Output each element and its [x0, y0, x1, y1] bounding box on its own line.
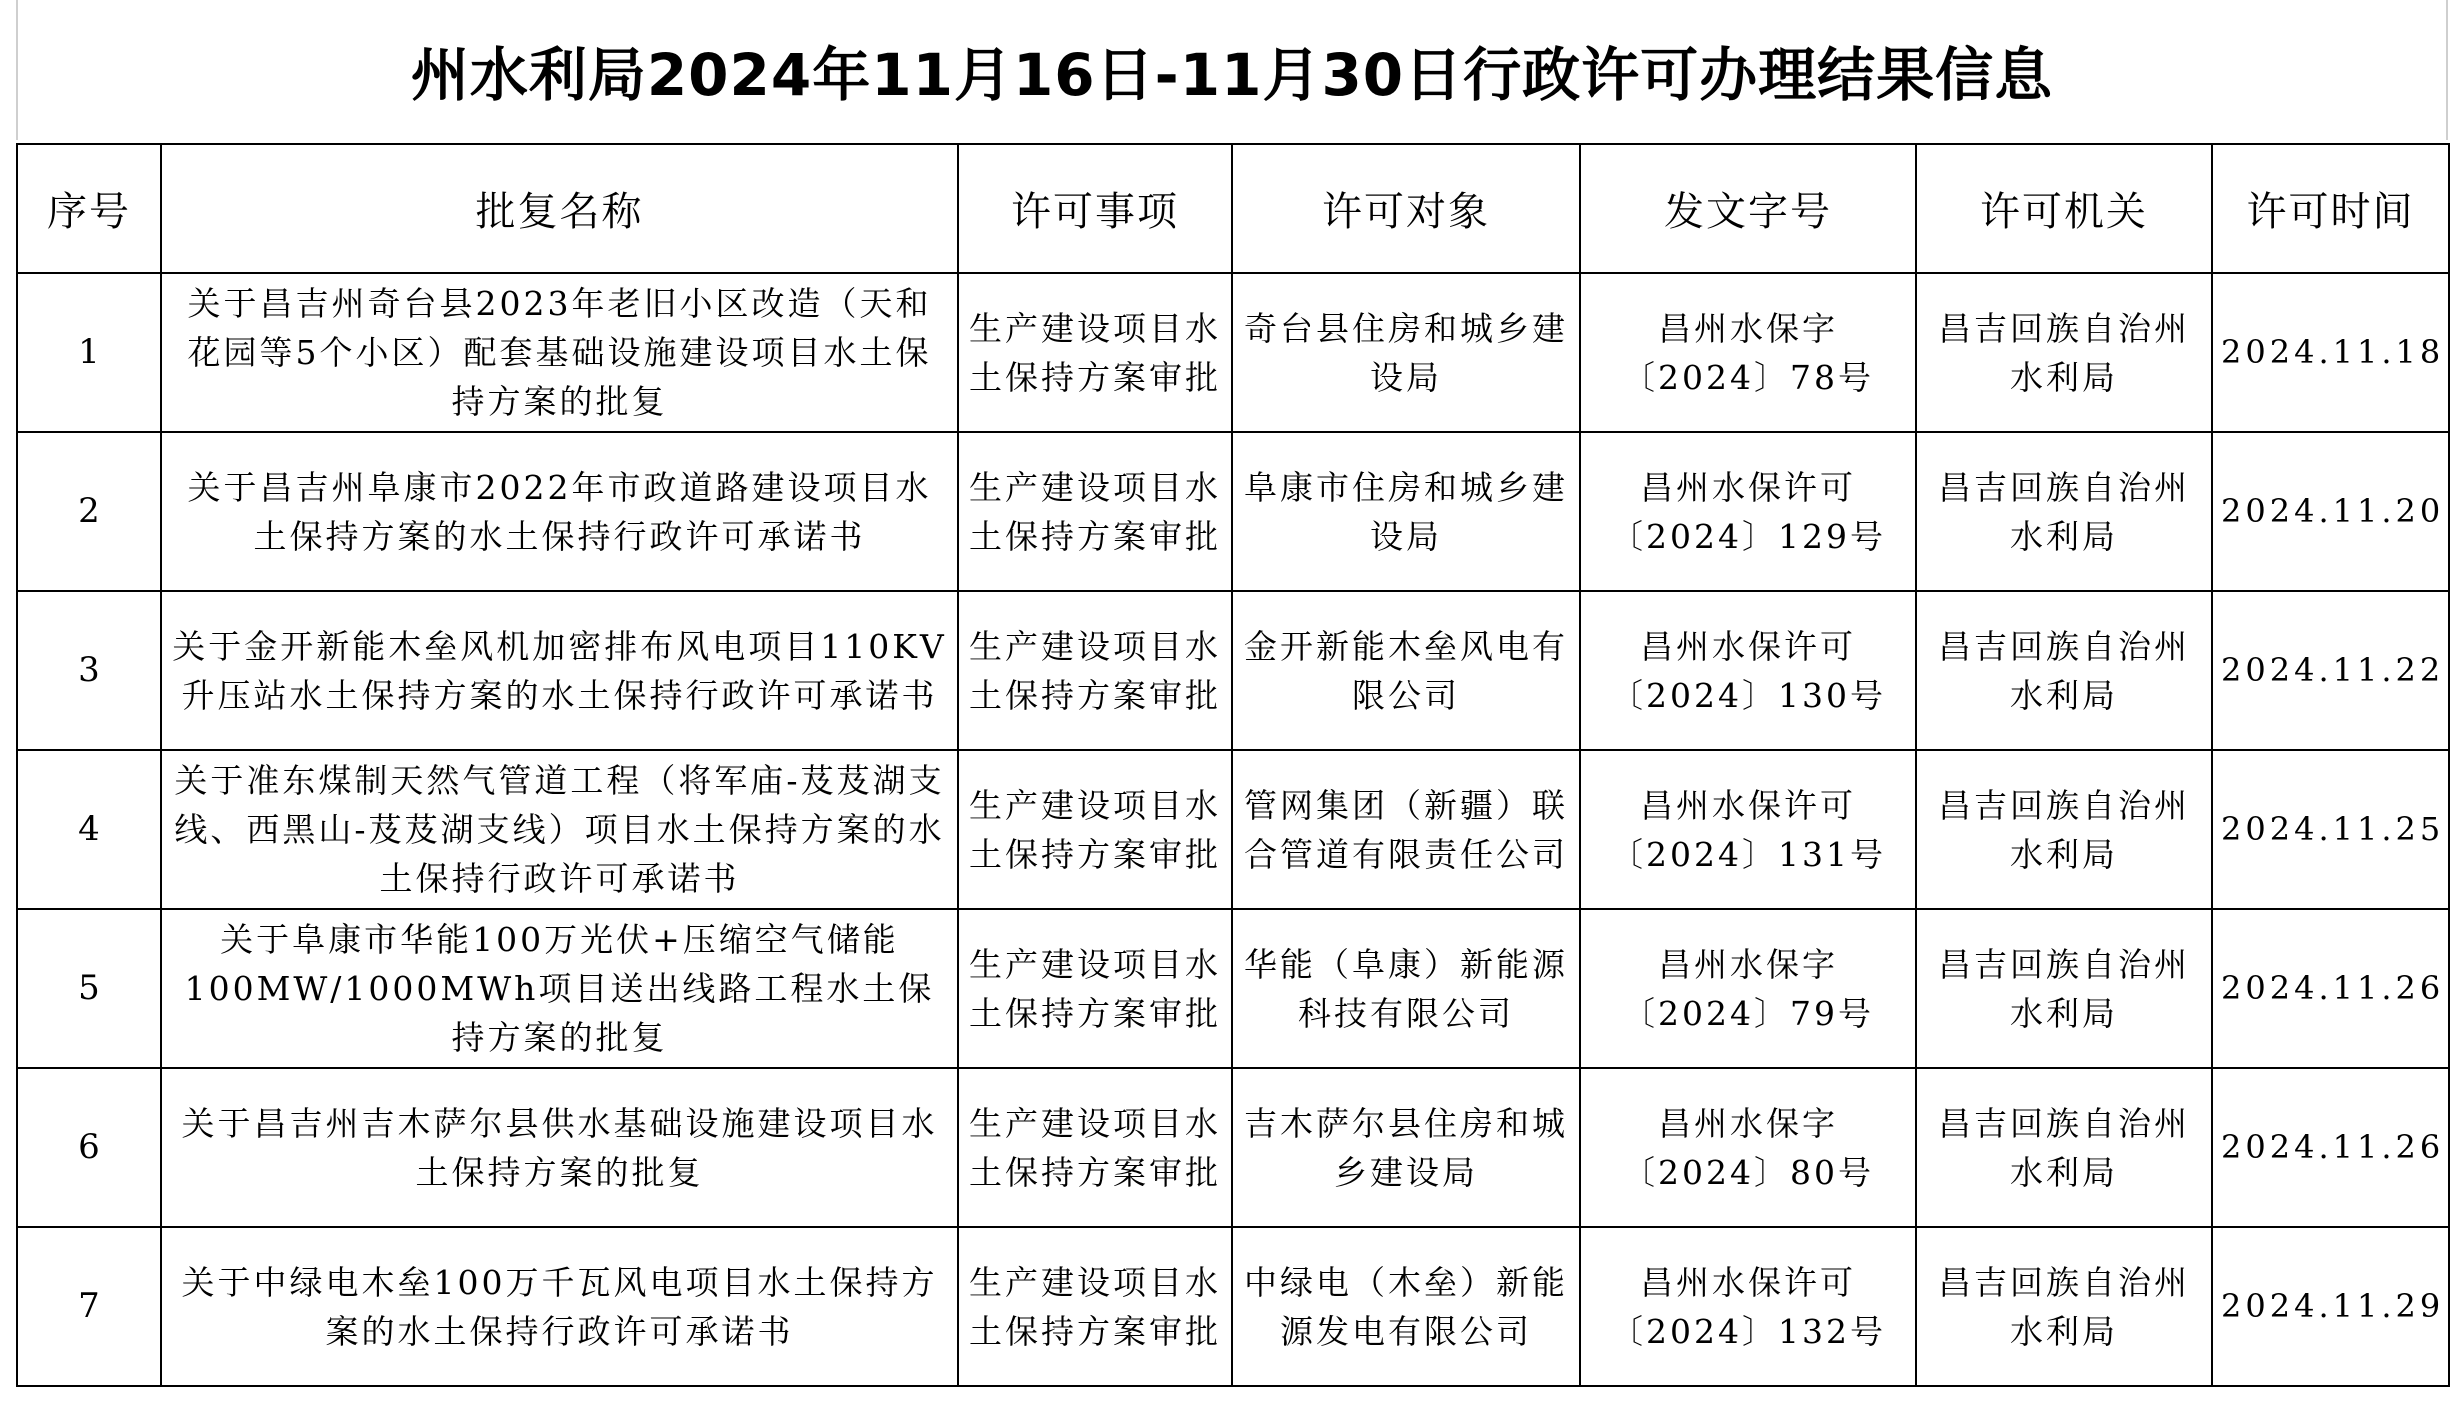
cell-authority: 昌吉回族自治州水利局	[1916, 273, 2212, 432]
cell-seq: 5	[17, 909, 161, 1068]
cell-date: 2024.11.20	[2212, 432, 2449, 591]
cell-item: 生产建设项目水土保持方案审批	[958, 1227, 1232, 1386]
cell-item: 生产建设项目水土保持方案审批	[958, 909, 1232, 1068]
cell-date: 2024.11.26	[2212, 909, 2449, 1068]
header-row	[17, 144, 2449, 273]
page-title: 州水利局2024年11月16日-11月30日行政许可办理结果信息	[410, 41, 2054, 109]
cell-doc-no: 昌州水保许可〔2024〕130号	[1580, 591, 1916, 750]
header-date: 许可时间	[2212, 144, 2449, 273]
header-name: 批复名称	[161, 144, 958, 273]
title-bar	[16, 0, 2448, 140]
cell-date: 2024.11.26	[2212, 1068, 2449, 1227]
cell-doc-no: 昌州水保字〔2024〕79号	[1580, 909, 1916, 1068]
cell-seq: 1	[17, 273, 161, 432]
table-row	[17, 591, 2449, 750]
header-authority: 许可机关	[1916, 144, 2212, 273]
header-target: 许可对象	[1232, 144, 1580, 273]
table-row	[17, 432, 2449, 591]
cell-target: 阜康市住房和城乡建设局	[1232, 432, 1580, 591]
table-row	[17, 1227, 2449, 1386]
cell-name: 关于阜康市华能100万光伏+压缩空气储能100MW/1000MWh项目送出线路工程水土保持方案的批复	[161, 909, 958, 1068]
cell-target: 吉木萨尔县住房和城乡建设局	[1232, 1068, 1580, 1227]
cell-item: 生产建设项目水土保持方案审批	[958, 273, 1232, 432]
cell-date: 2024.11.18	[2212, 273, 2449, 432]
cell-authority: 昌吉回族自治州水利局	[1916, 432, 2212, 591]
cell-item: 生产建设项目水土保持方案审批	[958, 591, 1232, 750]
cell-target: 华能（阜康）新能源科技有限公司	[1232, 909, 1580, 1068]
cell-item: 生产建设项目水土保持方案审批	[958, 432, 1232, 591]
cell-seq: 7	[17, 1227, 161, 1386]
cell-name: 关于昌吉州奇台县2023年老旧小区改造（天和花园等5个小区）配套基础设施建设项目水土保持方案的批复	[161, 273, 958, 432]
cell-seq: 4	[17, 750, 161, 909]
cell-authority: 昌吉回族自治州水利局	[1916, 1068, 2212, 1227]
cell-target: 金开新能木垒风电有限公司	[1232, 591, 1580, 750]
cell-name: 关于昌吉州阜康市2022年市政道路建设项目水土保持方案的水土保持行政许可承诺书	[161, 432, 958, 591]
table-row	[17, 273, 2449, 432]
header-item: 许可事项	[958, 144, 1232, 273]
cell-doc-no: 昌州水保字〔2024〕80号	[1580, 1068, 1916, 1227]
cell-authority: 昌吉回族自治州水利局	[1916, 750, 2212, 909]
cell-doc-no: 昌州水保字〔2024〕78号	[1580, 273, 1916, 432]
cell-name: 关于准东煤制天然气管道工程（将军庙-芨芨湖支线、西黑山-芨芨湖支线）项目水土保持方案的水土保持行政许可承诺书	[161, 750, 958, 909]
cell-item: 生产建设项目水土保持方案审批	[958, 750, 1232, 909]
cell-authority: 昌吉回族自治州水利局	[1916, 909, 2212, 1068]
cell-authority: 昌吉回族自治州水利局	[1916, 591, 2212, 750]
table-row	[17, 1068, 2449, 1227]
cell-doc-no: 昌州水保许可〔2024〕132号	[1580, 1227, 1916, 1386]
cell-date: 2024.11.29	[2212, 1227, 2449, 1386]
cell-date: 2024.11.22	[2212, 591, 2449, 750]
results-table	[16, 143, 2450, 1387]
cell-target: 中绿电（木垒）新能源发电有限公司	[1232, 1227, 1580, 1386]
cell-date: 2024.11.25	[2212, 750, 2449, 909]
cell-name: 关于昌吉州吉木萨尔县供水基础设施建设项目水土保持方案的批复	[161, 1068, 958, 1227]
header-seq: 序号	[17, 144, 161, 273]
cell-item: 生产建设项目水土保持方案审批	[958, 1068, 1232, 1227]
cell-name: 关于中绿电木垒100万千瓦风电项目水土保持方案的水土保持行政许可承诺书	[161, 1227, 958, 1386]
cell-name: 关于金开新能木垒风机加密排布风电项目110KV升压站水土保持方案的水土保持行政许可承诺书	[161, 591, 958, 750]
cell-target: 管网集团（新疆）联合管道有限责任公司	[1232, 750, 1580, 909]
cell-doc-no: 昌州水保许可〔2024〕131号	[1580, 750, 1916, 909]
cell-seq: 3	[17, 591, 161, 750]
cell-seq: 6	[17, 1068, 161, 1227]
cell-seq: 2	[17, 432, 161, 591]
cell-authority: 昌吉回族自治州水利局	[1916, 1227, 2212, 1386]
header-doc-no: 发文字号	[1580, 144, 1916, 273]
cell-target: 奇台县住房和城乡建设局	[1232, 273, 1580, 432]
cell-doc-no: 昌州水保许可〔2024〕129号	[1580, 432, 1916, 591]
table-row	[17, 750, 2449, 909]
table-row	[17, 909, 2449, 1068]
